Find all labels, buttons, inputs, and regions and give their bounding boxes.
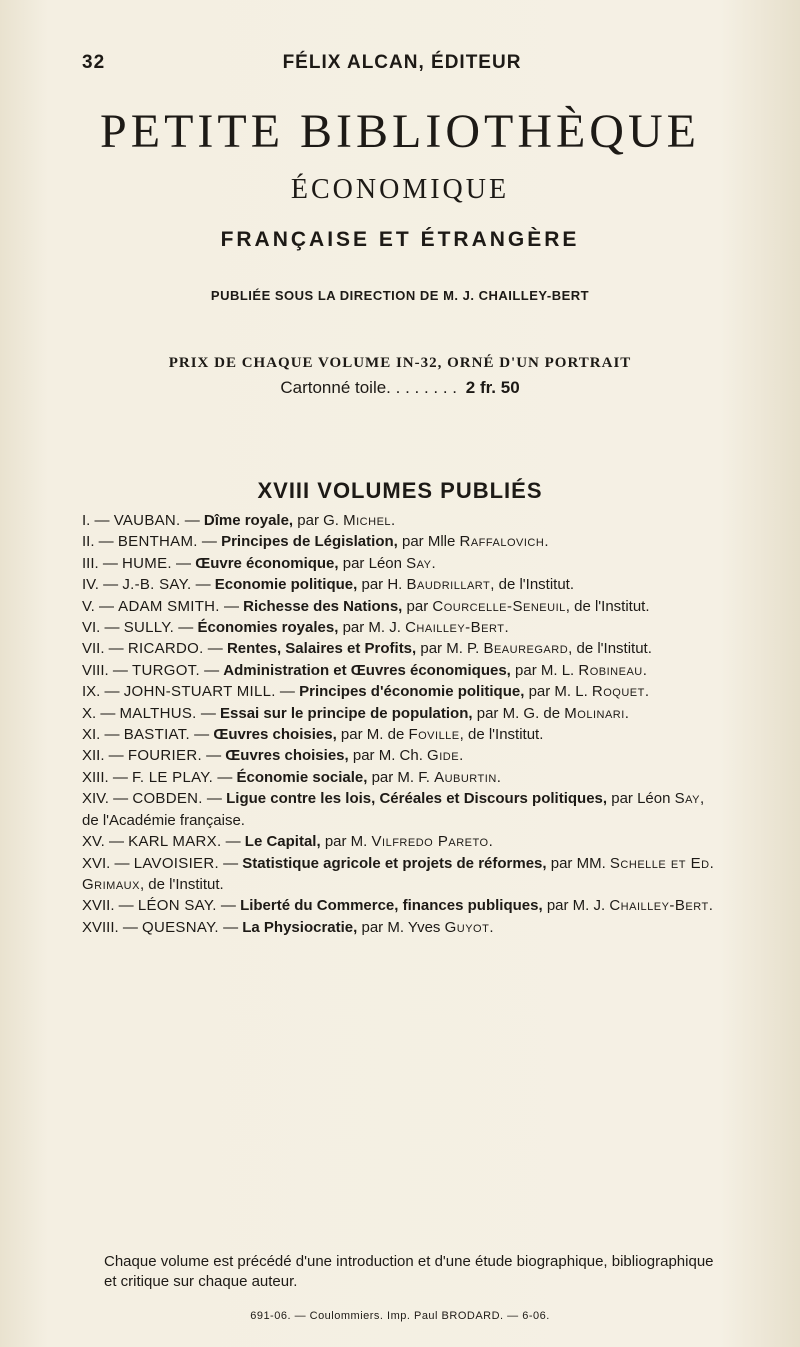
volume-by: par M. Ch. [352,747,428,765]
volume-tail: . [391,512,396,529]
volume-entry: XVIII. — QUESNAY. — La Physiocratie, par M. Yves Guyot. [82,918,494,936]
series-title-line-3: FRANÇAISE ET ÉTRANGÈRE [220,228,580,251]
volume-by: par M. F. [371,768,435,786]
series-title-line-2: ÉCONOMIQUE [290,174,510,205]
volume-tail: . [504,619,509,637]
series-title-line-1: PETITE BIBLIOTHÈQUE [100,105,700,158]
volume-by: par M. de [340,726,409,744]
volume-tail: , de l'Institut. [139,875,224,893]
volume-author: J.-B. SAY. [122,576,192,594]
volume-editor: Courcelle-Seneuil [432,597,566,615]
volume-title: Richesse des Nations, [243,597,403,615]
volume-editor: Guyot [444,918,490,936]
volume-by: par MM. [550,854,610,872]
volume-author: RICARDO. [127,640,204,658]
volume-entry: XIII. — F. LE PLAY. — Économie sociale, par M. F. Auburtin. [82,768,501,786]
volume-author: VAUBAN. [113,512,181,529]
volume-tail: . [488,833,493,851]
volume-number: IX. — [82,683,120,701]
volume-editor: Molinari [564,704,625,722]
volume-author: F. LE PLAY. [132,768,214,786]
volume-entry: VII. — RICARDO. — Rentes, Salaires et Profits, par M. P. Beauregard, de l'Institut. [82,640,652,658]
volume-number: XVI. — [82,854,130,872]
volume-by: par M. P. [420,640,484,658]
volume-number: VI. — [82,619,120,637]
volume-number: XIV. — [82,790,129,808]
volume-title: Économie sociale, [236,768,368,786]
volume-by: par [406,597,433,615]
volume-author: JOHN-STUART MILL. [123,683,276,701]
price-amount: 2 fr. 50 [465,378,520,397]
volume-tail: . [624,704,629,722]
volume-author: QUESNAY. [142,918,219,936]
volume-title: Œuvre économique, [195,554,339,572]
volume-entry: IX. — JOHN-STUART MILL. — Principes d'économie politique, par M. L. Roquet. [82,683,650,701]
volume-title: Économies royales, [197,619,339,637]
volume-number: V. — [82,597,114,615]
series-direction: PUBLIÉE SOUS LA DIRECTION DE M. J. CHAILLEY-BERT [210,288,590,303]
volume-author: LÉON SAY. [137,897,217,915]
volume-tail: , de l'Académie française. [82,790,705,829]
volume-number: II. — [82,533,114,551]
volume-title: Liberté du Commerce, finances publiques, [240,897,543,915]
volume-by: par M. G. de [476,704,565,722]
volume-tail: . [642,661,647,679]
volume-author: BASTIAT. [123,726,190,744]
volume-editor: Vilfredo Pareto [371,833,489,851]
volume-entry: XVII. — LÉON SAY. — Liberté du Commerce, finances publiques, par M. J. Chailley-Bert. [82,897,713,915]
volume-entry: XV. — KARL MARX. — Le Capital, par M. Vilfredo Pareto. [82,833,493,851]
volume-tail: . [644,683,650,701]
volume-tail: . [459,747,464,765]
volume-list [82,510,722,938]
volume-author: LAVOISIER. [133,854,219,872]
volume-editor: Chailley-Bert [609,897,709,915]
volume-editor: Schelle et Ed. Grimaux [82,854,715,893]
published-heading: XVIII VOLUMES PUBLIÉS [257,478,543,503]
volume-entry: XII. — FOURIER. — Œuvres choisies, par M. Ch. Gide. [82,747,464,765]
note-paragraph: Chaque volume est précédé d'une introduction et d'une étude biographique, bibliographique et critique sur chaque auteur. [104,1253,714,1290]
volume-number: III. — [82,554,118,572]
volume-tail: . [708,897,713,915]
volume-author: FOURIER. [127,747,202,765]
volume-title: Œuvres choisies, [213,726,337,744]
volume-title: Ligue contre les lois, Céréales et Discours politiques, [226,790,608,808]
volume-author: ADAM SMITH. [118,597,220,615]
volume-tail: , de l'Institut. [490,576,575,594]
volume-by: par M. J. [342,619,406,637]
volume-by: par M. J. [546,897,610,915]
volume-editor: Gide [427,747,460,765]
volume-author: BENTHAM. [117,533,198,551]
volume-number: XV. — [82,833,124,851]
volume-entry: VIII. — TURGOT. — Administration et Œuvres économiques, par M. L. Robineau. [82,661,647,679]
volume-number: XII. — [82,747,124,765]
volume-title: Economie politique, [214,576,358,594]
volume-tail: . [544,533,549,551]
volume-author: TURGOT. [132,661,200,679]
volume-tail: , de l'Institut. [565,597,650,615]
volume-author: MALTHUS. [119,704,197,722]
price-description: PRIX DE CHAQUE VOLUME IN-32, ORNÉ D'UN PORTRAIT [168,355,632,371]
volume-editor: Beauregard [483,640,569,658]
volume-editor: Say [674,790,700,808]
volume-editor: Chailley-Bert [405,619,505,637]
volume-by: par G. [297,512,344,529]
volume-author: COBDEN. [132,790,203,808]
volume-number: XVIII. — [82,918,138,936]
volume-by: par Léon [342,554,407,572]
publisher-name: FÉLIX ALCAN, ÉDITEUR [282,52,522,73]
volume-number: XIII. — [82,768,128,786]
running-header [82,52,722,82]
volume-editor: Baudrillart [406,576,491,594]
volume-tail: . [431,554,436,572]
volume-number: X. — [82,704,116,722]
volume-title: Essai sur le principe de population, [220,704,473,722]
price-line [0,378,800,398]
volume-editor: Michel [343,512,392,529]
volume-title: Principes d'économie politique, [299,683,525,701]
volume-number: VIII. — [82,661,128,679]
volume-title: Statistique agricole et projets de réformes, [242,854,547,872]
volume-author: KARL MARX. [128,833,222,851]
volume-number: XVII. — [82,897,134,915]
volume-editor: Raffalovich [459,533,545,551]
volume-editor: Auburtin [434,768,497,786]
page-number: 32 [82,52,106,73]
volume-editor: Foville [408,726,460,744]
volume-editor: Roquet [591,683,645,701]
volume-title: Le Capital, [244,833,321,851]
volume-number: I. — [82,512,110,529]
printer-imprint: 691-06. — Coulommiers. Imp. Paul BRODARD. — 6-06. [250,1310,550,1322]
volume-author: SULLY. [123,619,175,637]
volume-by: par M. L. [528,683,592,701]
volume-entry: I. — VAUBAN. — Dîme royale, par G. Michel. [82,512,396,529]
volume-tail: , de l'Institut. [459,726,544,744]
volume-tail: . [489,918,494,936]
volume-editor: Robineau [578,661,643,679]
volume-by: par M. Yves [361,918,445,936]
volume-by: par M. L. [515,661,579,679]
volume-entry: XIV. — COBDEN. — Ligue contre les lois, Céréales et Discours politiques, par Léon Say, de l'Académie française. [82,790,705,829]
volume-editor: Say [406,554,432,572]
volume-number: XI. — [82,726,120,744]
volume-entry: III. — HUME. — Œuvre économique, par Léon Say. [82,554,436,572]
volume-by: par H. [361,576,407,594]
volume-title: La Physiocratie, [242,918,358,936]
binding-label: Cartonné toile. . . . . . . . [280,378,458,397]
volume-entry: XI. — BASTIAT. — Œuvres choisies, par M. de Foville, de l'Institut. [82,726,544,744]
volume-by: par Mlle [401,533,460,551]
volume-title: Œuvres choisies, [225,747,349,765]
volume-title: Rentes, Salaires et Profits, [226,640,417,658]
volume-entry: V. — ADAM SMITH. — Richesse des Nations, par Courcelle-Seneuil, de l'Institut. [82,597,650,615]
volume-number: VII. — [82,640,124,658]
volume-author: HUME. [122,554,172,572]
volume-tail: , de l'Institut. [568,640,652,658]
volume-title: Principes de Législation, [221,533,398,551]
volume-tail: . [496,768,501,786]
volume-title: Administration et Œuvres économiques, [223,661,511,679]
volume-entry: II. — BENTHAM. — Principes de Législation, par Mlle Raffalovich. [82,533,549,551]
volume-number: IV. — [82,576,119,594]
volume-entry: X. — MALTHUS. — Essai sur le principe de population, par M. G. de Molinari. [82,704,629,722]
volume-entry: IV. — J.-B. SAY. — Economie politique, par H. Baudrillart, de l'Institut. [82,576,575,594]
volume-entry: VI. — SULLY. — Économies royales, par M. J. Chailley-Bert. [82,619,509,637]
volume-title: Dîme royale, [203,512,294,529]
volume-entry: XVI. — LAVOISIER. — Statistique agricole et projets de réformes, par MM. Schelle et Ed. Grimaux, de l'Institut. [82,854,715,893]
volume-by: par M. [324,833,372,851]
volume-by: par Léon [611,790,675,808]
